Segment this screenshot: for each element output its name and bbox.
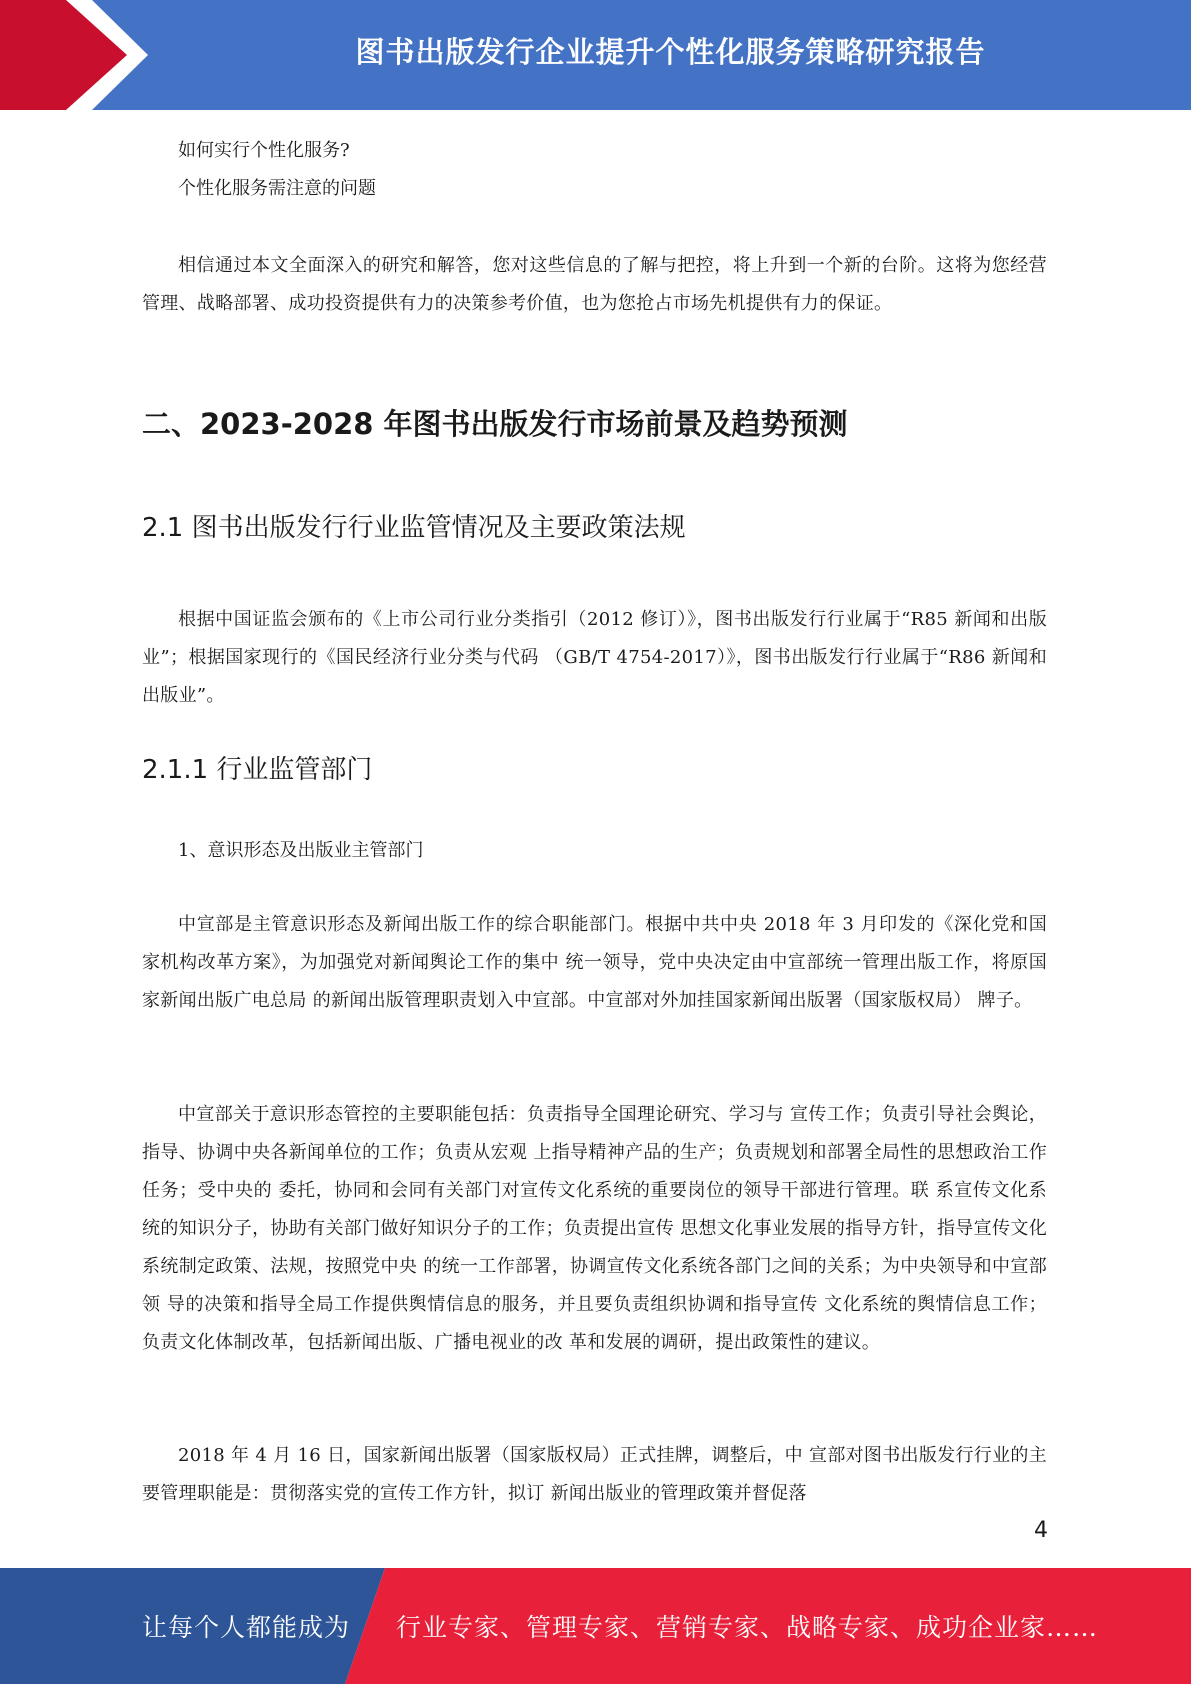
intro-list-item: 如何实行个性化服务? [178, 140, 350, 161]
subsection-heading: 2.1 图书出版发行行业监管情况及主要政策法规 [142, 513, 686, 543]
paragraph: 中宣部关于意识形态管控的主要职能包括：负责指导全国理论研究、学习与 宣传工作；负责引导社会舆论，指导、协调中央各新闻单位的工作；负责从宏观 上指导精神产品的生产；负责规划和部署全局性的思想政治工作任务；受中央的 委托，协同和会同有关部门对宣传文化系统的重要岗位的领导干部进行管理。联 系宣传文化系统的知识分子，协助有关部门做好知识分子的工作；负责提出宣传 思想文化事业发展的指导方针，指导宣传文化系统制定政策、法规，按照党中央 的统一工作部署，协调宣传文化系统各部门之间的关系；为中央领导和中宣部领 导的决策和指导全局工作提供舆情信息的服务，并且要负责组织协调和指导宣传 文化系统的舆情信息工作；负责文化体制改革，包括新闻出版、广播电视业的改 革和发展的调研，提出政策性的建议。 [142, 1104, 1047, 1353]
paragraph: 根据中国证监会颁布的《上市公司行业分类指引（2012 修订）》，图书出版发行行业属于“R85 新闻和出版业”；根据国家现行的《国民经济行业分类与代码 （GB/T 4754-2017）》，图书出版发行行业属于“R86 新闻和出版业”。 [142, 609, 1047, 706]
list-item: 1、意识形态及出版业主管部门 [178, 840, 424, 861]
footer-slogan-right: 行业专家、管理专家、营销专家、战略专家、成功企业家…… [396, 1613, 1099, 1642]
header-bar [0, 0, 1191, 110]
header-arrow-icon [0, 0, 150, 110]
page-number: 4 [1034, 1518, 1048, 1543]
footer-slogan-left: 让每个人都能成为 [142, 1613, 351, 1642]
section-heading: 二、2023-2028 年图书出版发行市场前景及趋势预测 [142, 407, 848, 441]
paragraph: 2018 年 4 月 16 日，国家新闻出版署（国家版权局）正式挂牌，调整后，中 宣部对图书出版发行行业的主要管理职能是：贯彻落实党的宣传工作方针，拟订 新闻出版业的管理政策并督促落 [142, 1445, 1047, 1504]
report-title: 图书出版发行企业提升个性化服务策略研究报告 [355, 34, 986, 69]
paragraph: 中宣部是主管意识形态及新闻出版工作的综合职能部门。根据中共中央 2018 年 3 月印发的《深化党和国家机构改革方案》，为加强党对新闻舆论工作的集中 统一领导，党中央决定由中宣部统一管理出版工作，将原国家新闻出版广电总局 的新闻出版管理职责划入中宣部。中宣部对外加挂国家新闻出版署（国家版权局） 牌子。 [142, 914, 1047, 1011]
subsubsection-heading: 2.1.1 行业监管部门 [142, 755, 373, 785]
intro-list-item: 个性化服务需注意的问题 [178, 178, 376, 199]
intro-paragraph: 相信通过本文全面深入的研究和解答，您对这些信息的了解与把控，将上升到一个新的台阶。这将为您经营管理、战略部署、成功投资提供有力的决策参考价值，也为您抢占市场先机提供有力的保证。 [142, 255, 1047, 314]
footer-bar [0, 1568, 1191, 1684]
